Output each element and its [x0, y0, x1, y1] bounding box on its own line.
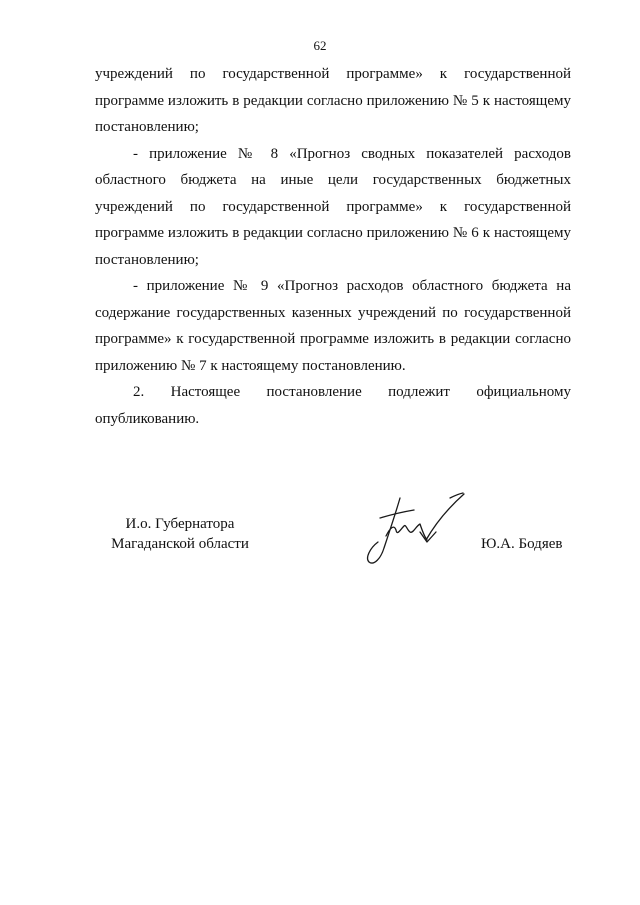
paragraph-publication: 2. Настоящее постановление подлежит официальному опубликованию.: [95, 384, 571, 427]
signatory-title-line2: Магаданской области: [111, 536, 249, 552]
page-number: 62: [313, 38, 327, 53]
signatory-name: Ю.А. Бодяев: [481, 536, 563, 552]
signatory-title-line1: И.о. Губернатора: [125, 516, 235, 532]
handwritten-signature: [360, 490, 470, 570]
signatory-title: [95, 514, 265, 554]
paragraph-appendix-9: - приложение № 9 «Прогноз расходов областного бюджета на содержание государственных казенных учреждений по государственной программе» к государственной программе изложить в редакции согласно приложению № 7 к настоящему постановлению.: [95, 278, 571, 374]
document-body: [95, 61, 571, 432]
paragraph-appendix-8: - приложение № 8 «Прогноз сводных показателей расходов областного бюджета на иные цели государственных бюджетных учреждений по государственной программе» к государственной программе изложить в редакции согласно приложению № 6 к настоящему постановлению;: [95, 145, 571, 268]
paragraph-continuation: учреждений по государственной программе» к государственной программе изложить в редакции согласно приложению № 5 к настоящему постановлению;: [95, 66, 571, 135]
